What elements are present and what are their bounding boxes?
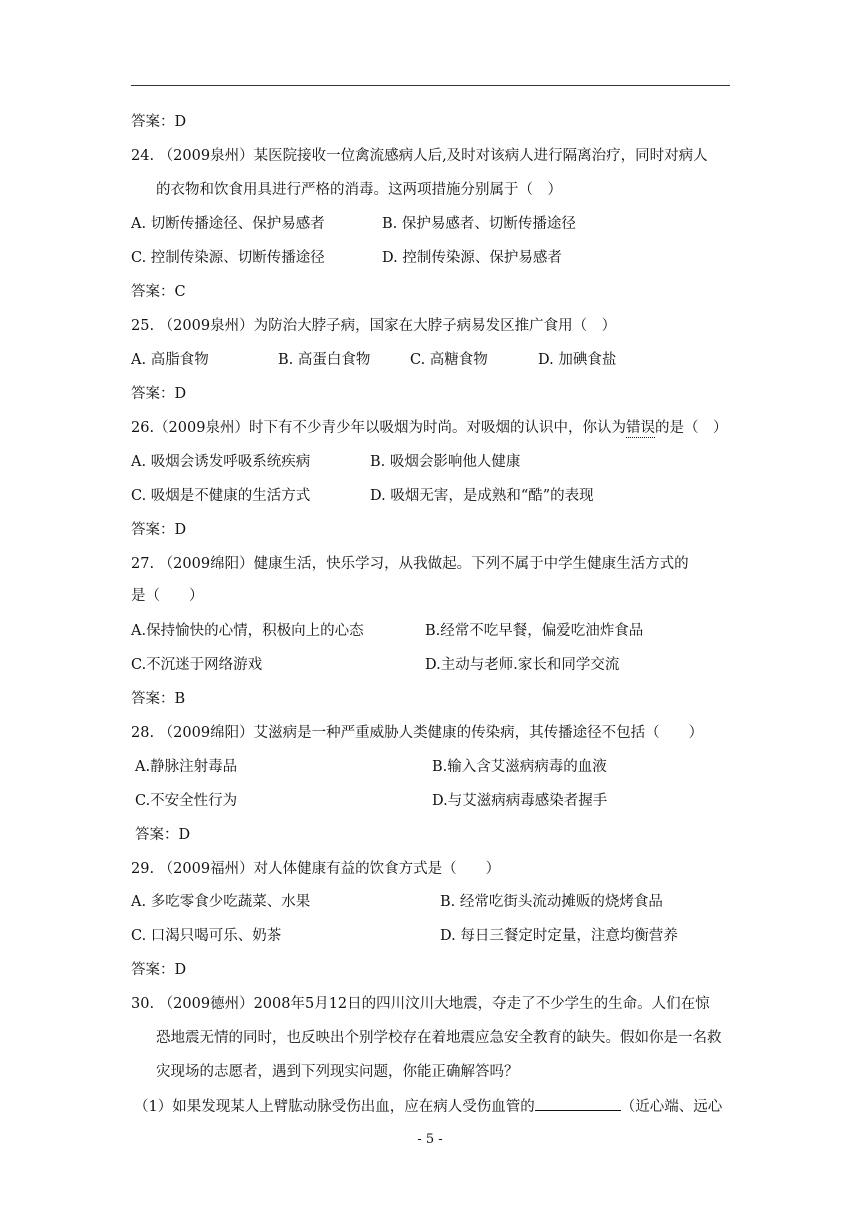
q29-option-a: A. 多吃零食少吃蔬菜、水果 [131, 894, 311, 910]
q24-stem-line2: 的衣物和饮食用具进行严格的消毒。这两项措施分别属于（ ） [156, 182, 562, 198]
q24-answer: 答案：C [131, 284, 186, 300]
q24-option-a: A. 切断传播途径、保护易感者 [131, 216, 325, 232]
q30-sub1-pre: （1）如果发现某人上臂肱动脉受伤出血，应在病人受伤血管的 [134, 1099, 535, 1115]
q25-option-b: B. 高蛋白食物 [278, 352, 371, 368]
q27-option-c: C.不沉迷于网络游戏 [131, 657, 263, 673]
q26-stem-pre: 26.（2009泉州）时下有不少青少年以吸烟为时尚。对吸烟的认识中，你认为 [131, 420, 626, 436]
q30-stem-line2: 恐地震无情的同时，也反映出个别学校存在着地震应急安全教育的缺失。假如你是一名救 [156, 1030, 722, 1046]
q24-option-c: C. 控制传染源、切断传播途径 [131, 250, 325, 266]
q25-option-a: A. 高脂食物 [131, 352, 209, 368]
q28-stem: 28. （2009绵阳）艾滋病是一种严重威胁人类健康的传染病，其传播途径不包括（ ） [131, 725, 704, 741]
q28-answer: 答案：D [135, 827, 191, 843]
q26-stem [131, 418, 727, 438]
q26-option-a: A. 吸烟会诱发呼吸系统疾病 [131, 454, 311, 470]
q27-stem-line1: 27. （2009绵阳）健康生活，快乐学习，从我做起。下列不属于中学生健康生活方式的 [131, 556, 689, 572]
q25-option-d: D. 加碘食盐 [538, 352, 617, 368]
q30-stem-line1: 30. （2009德州）2008年5月12日的四川汶川大地震，夺走了不少学生的生命。人们在惊 [131, 996, 710, 1012]
q27-option-a: A.保持愉快的心情，积极向上的心态 [131, 623, 364, 639]
q27-option-b: B.经常不吃早餐，偏爱吃油炸食品 [425, 623, 644, 639]
answer-blank [535, 1096, 621, 1111]
q28-option-d: D.与艾滋病病毒感染者握手 [432, 793, 608, 809]
q25-stem: 25. （2009泉州）为防治大脖子病，国家在大脖子病易发区推广食用（ ） [131, 318, 617, 334]
q25-answer: 答案：D [131, 386, 187, 402]
q26-option-b: B. 吸烟会影响他人健康 [370, 454, 521, 470]
q30-subquestion-1 [134, 1096, 722, 1117]
q26-stem-post: 的是（ ） [654, 420, 728, 436]
q26-answer: 答案：D [131, 522, 187, 538]
q25-option-c: C. 高糖食物 [410, 352, 488, 368]
q24-option-b: B. 保护易感者、切断传播途径 [382, 216, 576, 232]
q26-option-c: C. 吸烟是不健康的生活方式 [131, 488, 311, 504]
q28-option-a: A.静脉注射毒品 [135, 759, 238, 775]
q27-option-d: D.主动与老师.家长和同学交流 [425, 657, 620, 673]
q29-option-d: D. 每日三餐定时定量，注意均衡营养 [440, 928, 678, 944]
q30-sub1-post: （近心端、远心 [620, 1099, 723, 1115]
q30-stem-line3: 灾现场的志愿者，遇到下列现实问题，你能正确解答吗？ [156, 1064, 519, 1080]
header-rule [131, 85, 730, 86]
q28-option-c: C.不安全性行为 [135, 793, 238, 809]
q24-option-d: D. 控制传染源、保护易感者 [382, 250, 562, 266]
q28-option-b: B.输入含艾滋病病毒的血液 [432, 759, 607, 775]
q29-answer: 答案：D [131, 962, 187, 978]
q27-stem-line2: 是（ ） [131, 588, 204, 604]
q29-option-c: C. 口渴只喝可乐、奶茶 [131, 928, 282, 944]
q26-option-d: D. 吸烟无害，是成熟和“酷”的表现 [370, 488, 594, 504]
q26-emphasis-word: 错误 [625, 420, 655, 436]
q29-stem: 29. （2009福州）对人体健康有益的饮食方式是（ ） [131, 861, 501, 877]
answer-prev: 答案：D [131, 114, 187, 130]
q27-answer: 答案：B [131, 691, 186, 707]
q24-stem-line1: 24. （2009泉州）某医院接收一位禽流感病人后,及时对该病人进行隔离治疗，同时对病人 [131, 148, 708, 164]
q29-option-b: B. 经常吃街头流动摊贩的烧烤食品 [440, 894, 663, 910]
page-number: - 5 - [417, 1132, 443, 1147]
